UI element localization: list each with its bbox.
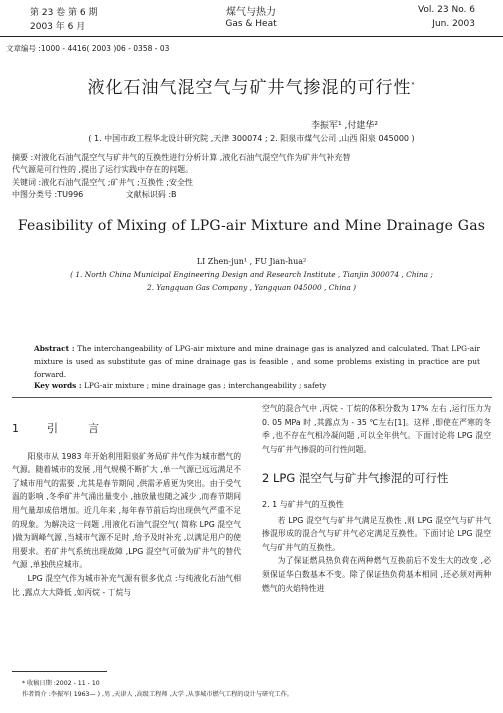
abstract-english-text: The interchangeability of LPG-air mixture and mine drainage gas is analyzed and calculated. That LPG-air mixture is used as substitute gas of mine drainage gas is feasible , and some problems existing in practice are put forward. [34,344,481,379]
section-2-heading: 2 LPG 混空气与矿井气掺混的可行性 [262,471,449,486]
affiliation-english-2: 2. Yangquan Gas Company , Yangquan 045000 , China ) [147,283,356,292]
subsection-2-1-heading: 2. 1 与矿井气的互换性 [262,499,344,509]
article-number: 文章编号 :1000 - 4416( 2003 )06 - 0358 - 03 [6,44,170,53]
paragraph-continued: 空气的混合气中 ,丙烷 - 丁烷的体积分数为 17% 左右 ,运行压力为 0. 05 MPa 时 ,其露点为 - 35 ℃左右[1]。这样 ,即使在严寒的冬季 ,也不存在气相冷凝问题 ,可以全年供气。下面讨论将 LPG 混空气与矿井气掺混的可行性问题。 [262,404,491,454]
document-code: 文献标识码 :B [125,190,177,199]
affiliation-english-1: ( 1. North China Municipal Engineering Design and Research Institute , Tianjin 300074 , China ; [70,270,433,279]
affiliation-chinese: ( 1. 中国市政工程华北设计研究院 ,天津 300074 ; 2. 阳泉市煤气公司 ,山西 阳泉 045000 ) [88,134,415,143]
header-month: Jun. 2003 [432,19,475,29]
body-right-column [262,402,491,595]
title-chinese-text: 液化石油气混空气与矿井气掺混的可行性 [87,78,412,98]
footnote-author-bio: 作者简介 :李振军( 1963— ) ,男 ,天津人 ,高级工程师 ,大学 ,从事城市燃气工程的设计与研究工作。 [22,691,293,698]
section-1-char2: 言 [88,422,99,435]
keywords-english-text: LPG-air mixture ; mine drainage gas ; interchangeability ; safety [84,381,327,390]
abstract-english-label: Abstract : [34,344,75,353]
keywords-english-label: Key words : [34,381,82,390]
title-footnote-mark: * [411,81,416,89]
abstract-chinese [12,152,490,176]
keywords-chinese: 关键词 :液化石油气混空气 ;矿井气 ;互换性 ;安全性 [12,178,193,187]
header-volume-issue: 第 23 卷 第 6 期 [30,8,98,18]
header-vol-no: Vol. 23 No. 6 [417,5,475,15]
abstract-english [34,342,480,381]
section-1-char1: 引 [47,422,58,435]
paragraph-intro-2: LPG 混空气作为城市补充气源有很多优点 :与纯液化石油气相比 ,露点大大降低 ,如丙烷 - 丁烷与 [12,573,241,597]
header-journal-en: Gas & Heat [225,19,277,29]
header-rule [0,36,503,37]
header-date: 2003 年 6 月 [30,22,86,32]
body-left-column [12,402,241,599]
section-1-heading [12,422,241,436]
paragraph-intro-1: 阳泉市从 1983 年开始利用阳泉矿务局矿井气作为城市燃气的气源。随着城市的发展 ,用气规模不断扩大 ,单一气源已远远满足不了城市用气的需要 ,尤其是春节期间 ,供需矛盾更为突出。由于受气温的影响 ,冬季矿井气涌出量变小 ,抽放量也随之减少 ,而春节期间用气量却成倍增加。近几年来 ,每年春节前后均出现供气严重不足的现象。为解决这一问题 ,用液化石油气混空气( 简称 LPG 混空气 )做为调峰气源 ,当城市气源不足时 ,给予及时补充 ,以满足用户的使用要求。若矿井气系统出现故障 ,LPG 混空气可做为矿井气的替代气源 ,单独供应城市。 [12,451,241,570]
footnote-received-date: * 收稿日期 :2002 - 11 - 10 [22,680,100,687]
paragraph-interchange-1: 若 LPG 混空气与矿井气满足互换性 ,则 LPG 混空气与矿井气掺混形成的混合气与矿井气必定满足互换性。下面讨论 LPG 混空气与矿井气的互换性。 [262,515,491,552]
classification-row [12,189,217,200]
section-1-number: 1 [12,422,19,435]
title-chinese [0,73,503,98]
authors-english: LI Zhen-jun¹ , FU Jian-hua² [196,257,307,266]
paragraph-interchange-2: 为了保证燃具热负荷在两种燃气互换前后不发生大的改变 ,必须保证华白数基本不变。除了保证热负荷基本相同 ,还必须对两种燃气的火焰特性进 [262,556,491,593]
abstract-chinese-line1: 摘要 :对液化石油气混空气与矿井气的互换性进行分析计算 ,液化石油气混空气作为矿井气补充替 [12,153,351,162]
authors-chinese: 李振军¹ ,付建华² [311,121,378,131]
header-journal-cn: 煤气与热力 [226,7,276,18]
footnote-rule [12,671,107,672]
clc-number: 中图分类号 :TU996 [12,190,84,199]
keywords-english [34,381,326,390]
abstract-divider [12,397,492,398]
title-english: Feasibility of Mixing of LPG-air Mixture and Mine Drainage Gas [17,218,486,234]
abstract-chinese-line2: 代气源是可行性的 ,提出了运行实践中存在的问题。 [12,165,194,174]
